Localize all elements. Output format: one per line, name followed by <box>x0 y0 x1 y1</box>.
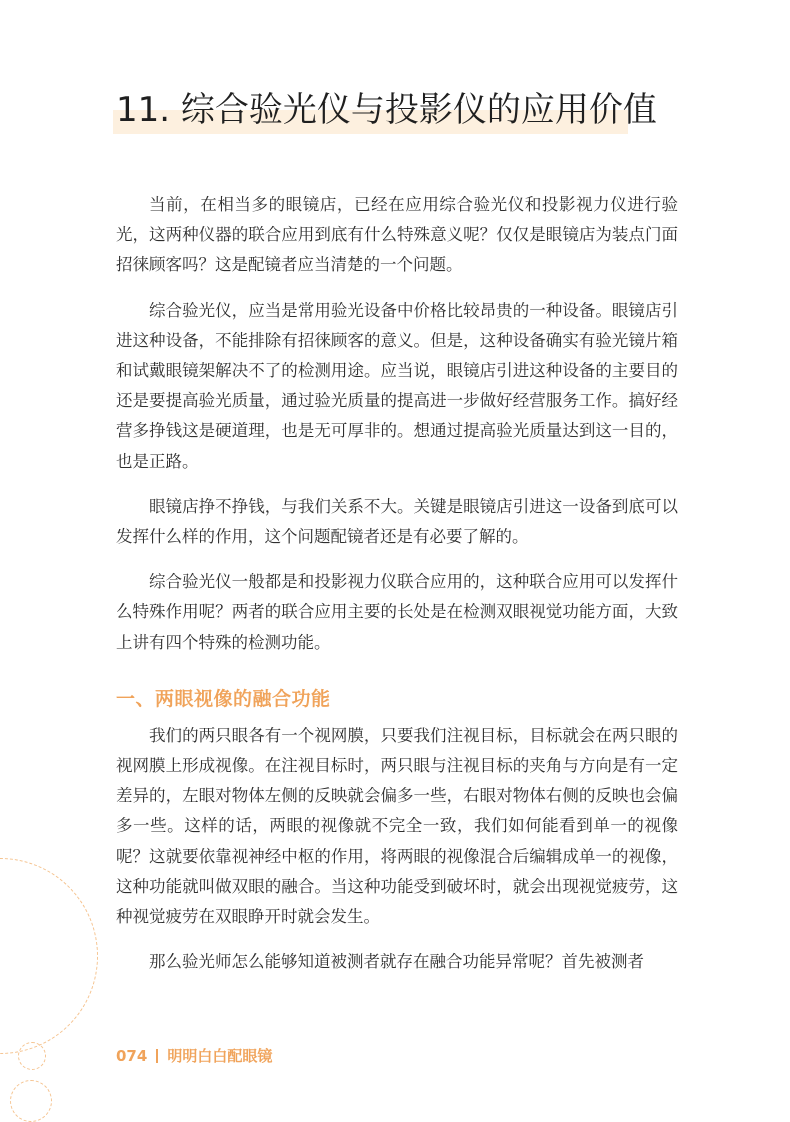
decorative-dashed-circle-large <box>0 858 98 1054</box>
chapter-title-block <box>113 86 657 140</box>
chapter-title: 11. 综合验光仪与投影仪的应用价值 <box>116 90 657 130</box>
paragraph-section-2: 那么验光师怎么能够知道被测者就存在融合功能异常呢？首先被测者 <box>149 952 644 972</box>
paragraph-intro-4: 综合验光仪一般都是和投影视力仪联合应用的，这种联合应用可以发挥什么特殊作用呢？两者的联合应用主要的长处是在检测双眼视觉功能方面，大致上讲有四个特殊的检测功能。 <box>116 572 678 652</box>
footer-separator <box>156 1049 158 1063</box>
paragraph-section-1: 我们的两只眼各有一个视网膜，只要我们注视目标，目标就会在两只眼的视网膜上形成视像。在注视目标时，两只眼与注视目标的夹角与方向是有一定差异的，左眼对物体左侧的反映就会偏多一些，右眼对物体右侧的反映也会偏多一些。这样的话，两眼的视像就不完全一致，我们如何能看到单一的视像呢？这就要依靠视神经中枢的作用，将两眼的视像混合后编辑成单一的视像，这种功能就叫做双眼的融合。当这种功能受到破坏时，就会出现视觉疲劳，这种视觉疲劳在双眼睁开时就会发生。 <box>116 725 678 927</box>
section-heading: 一、两眼视像的融合功能 <box>116 687 331 710</box>
decorative-dashed-circle-bottom <box>10 1080 52 1122</box>
paragraph-intro-3: 眼镜店挣不挣钱，与我们关系不大。关键是眼镜店引进这一设备到底可以发挥什么样的作用，这个问题配镜者还是有必要了解的。 <box>116 496 678 547</box>
paragraph-intro-1: 当前，在相当多的眼镜店，已经在应用综合验光仪和投影视力仪进行验光，这两种仪器的联合应用到底有什么特殊意义呢？仅仅是眼镜店为装点门面招徕顾客吗？这是配镜者应当清楚的一个问题。 <box>116 195 678 275</box>
paragraph-intro-2: 综合验光仪，应当是常用验光设备中价格比较昂贵的一种设备。眼镜店引进这种设备，不能排除有招徕顾客的意义。但是，这种设备确实有验光镜片箱和试戴眼镜架解决不了的检测用途。应当说，眼镜店引进这种设备的主要目的还是要提高验光质量，通过验光质量的提高进一步做好经营服务工作。搞好经营多挣钱这是硬道理，也是无可厚非的。想通过提高验光质量达到这一目的，也是正路。 <box>116 300 678 471</box>
article-body <box>116 190 678 992</box>
page-number: 074 <box>116 1047 148 1065</box>
decorative-dashed-circle-small <box>18 1042 46 1070</box>
book-title: 明明白白配眼镜 <box>167 1047 273 1065</box>
page-footer <box>116 1046 272 1066</box>
